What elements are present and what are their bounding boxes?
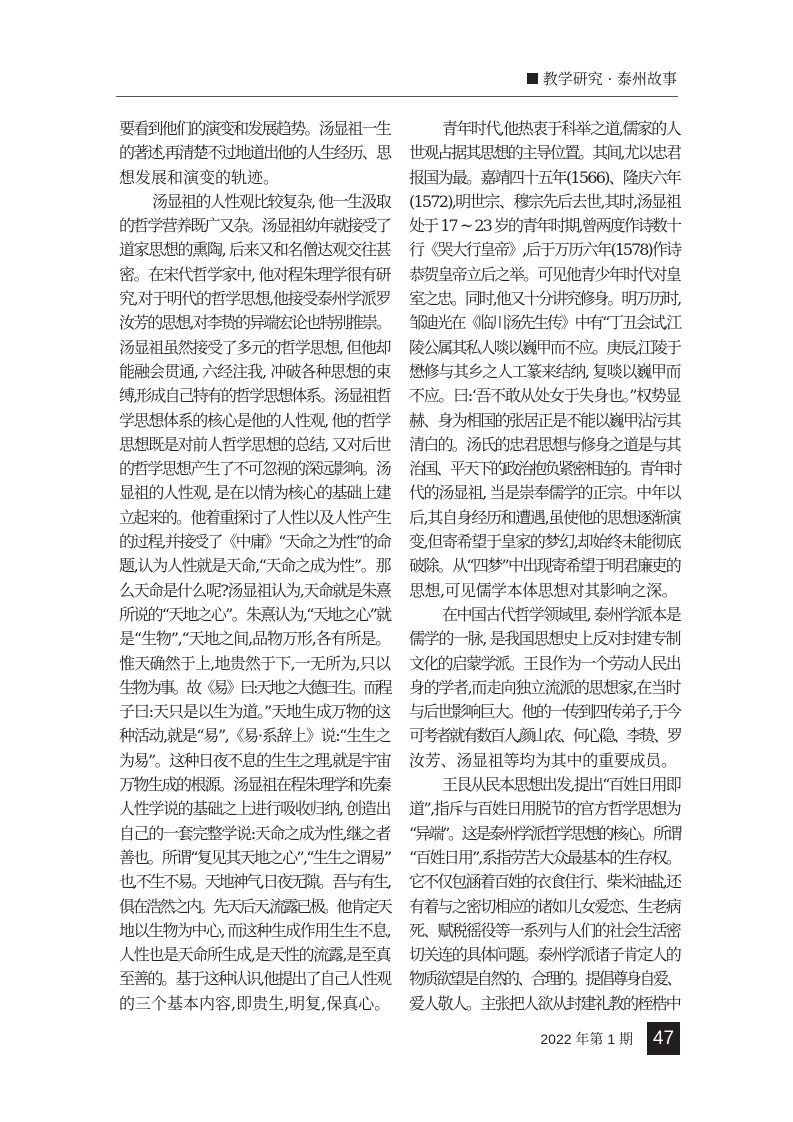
running-header: [527, 68, 677, 89]
paragraph: [409, 117, 680, 603]
page-number: 47: [647, 1022, 680, 1055]
text-line: 行《哭大行皇帝》,后于万历六年(1578)作诗: [409, 240, 680, 260]
text-line: “异端”。这是泰州学派哲学思想的核心。所谓: [409, 823, 680, 843]
text-line: 不应。曰:‘吾不敢从处女于失身也。”权势显: [409, 386, 680, 406]
text-line: 的著述,再清楚不过地道出他的人生经历、思: [119, 143, 390, 163]
text-line: 代的汤显祖, 当是崇奉儒学的正宗。中年以: [409, 483, 680, 503]
text-line: 儒学的一脉, 是我国思想史上反对封建专制: [409, 629, 680, 649]
text-line: 学思想体系的核心是他的人性观, 他的哲学: [119, 410, 390, 430]
paragraph: [409, 603, 680, 773]
text-line: 室之忠。同时,他又十分讲究修身。明万历时,: [409, 289, 680, 309]
text-line: 道家思想的熏陶, 后来又和名僧达观交往甚: [119, 240, 390, 260]
text-line: 在中国古代哲学领域里, 泰州学派本是: [442, 604, 680, 624]
text-line: 子曰:天只是以生为道。”天地生成万物的这: [119, 702, 390, 722]
text-column-left: [119, 117, 390, 1016]
text-line: 的哲学思想产生了不可忽视的深远影响。汤: [119, 459, 390, 479]
text-line: 与后世影响巨大。他的一传到四传弟子,于今: [409, 702, 680, 722]
paragraph: [119, 117, 390, 190]
text-line: 后,其自身经历和遭遇,虽使他的思想逐渐演: [409, 507, 680, 527]
text-line: 所说的“天地之心”。朱熹认为,“天地之心”就: [119, 604, 391, 624]
section-title: 教学研究 · 泰州故事: [542, 70, 677, 88]
text-line: 赫、身为相国的张居正是不能以巍甲沾污其: [409, 410, 680, 430]
text-line: 汝芳的思想,对李贽的异端宏论也特别推崇。: [119, 313, 390, 333]
text-line: 题,认为人性就是天命,“天命之成为性”。那: [119, 556, 390, 576]
text-line: 密。在宋代哲学家中, 他对程朱理学很有研: [119, 264, 390, 284]
text-line: 要看到他们的演变和发展趋势。汤显祖一生: [119, 119, 390, 138]
text-line: 么天命是什么呢?汤显祖认为,天命就是朱熹: [119, 580, 390, 600]
text-line: “百姓日用”,系指劳苦大众最基本的生存权。: [409, 847, 680, 867]
text-line: 物质欲望是自然的、合理的。提倡尊身自爱、: [409, 969, 680, 989]
text-line: 懋修与其乡之人工篆来结纳, 复啖以巍甲而: [409, 361, 680, 381]
text-line: 人性也是天命所生成,是天性的流露,是至真: [119, 945, 390, 965]
text-line: 世观占据其思想的主导位置。其间,尤以忠君: [409, 143, 680, 163]
text-line: 汝芳、汤显祖等均为其中的重要成员。: [409, 750, 677, 770]
text-line: 爱人敬人。主张把人欲从封建礼教的桎梏中: [409, 993, 680, 1013]
text-line: 善也。所谓“复见其天地之心”,“生生之谓易”: [119, 847, 391, 867]
text-line: 俱在浩然之内。先天后天,流露已极。他肯定天: [119, 896, 390, 916]
text-line: 生物为事。故《易》曰:天地之大德曰生。而程: [119, 677, 390, 697]
text-line: 能融会贯通, 六经注我, 冲破各种思想的束: [119, 361, 391, 381]
text-line: (1572),明世宗、穆宗先后去世,其时,汤显祖: [409, 191, 680, 211]
text-line: 它不仅包涵着百姓的衣食住行、柴米油盐,还: [409, 872, 680, 892]
text-line: 青年时代,他热衷于科举之道,儒家的人: [442, 119, 680, 138]
black-square-icon: [527, 73, 538, 84]
text-line: 立起来的。他着重探讨了人性以及人性产生: [119, 507, 390, 527]
text-line: 汤显祖的人性观比较复杂, 他一生汲取: [152, 191, 390, 211]
text-line: 自己的一套完整学说:天命之成为性,继之者: [119, 823, 390, 843]
text-line: 的三个基本内容,即贵生,明复,保真心。: [119, 993, 391, 1013]
text-line: 种活动,就是“易”,《易·系辞上》说:“生生之: [119, 726, 390, 746]
text-line: 王艮从民本思想出发,提出“百姓日用即: [442, 775, 680, 795]
text-line: 也,不生不易。天地神气,日夜无隙。吾与有生,: [119, 872, 390, 892]
text-line: 恭贺皇帝立后之举。可见他青少年时代对皇: [409, 264, 680, 284]
text-line: 为易”。这种日夜不息的生生之理,就是宇宙: [119, 750, 391, 770]
text-line: 思想既是对前人哲学思想的总结, 又对后世: [119, 434, 390, 454]
text-line: 破除。从“四梦”中出现寄希望于明君廉吏的: [409, 556, 680, 576]
text-line: 死、赋税徭役等一系列与人们的社会生活密: [409, 920, 680, 940]
text-line: 显祖的人性观, 是在以情为核心的基础上建: [119, 483, 390, 503]
text-line: 治国、平天下的政治抱负紧密相连的。青年时: [409, 459, 680, 479]
text-line: 清白的。汤氏的忠君思想与修身之道是与其: [409, 434, 680, 454]
text-line: 邹迪光在《临川汤先生传》中有“丁丑会试,江: [409, 313, 680, 333]
text-line: 处于 17 ~ 23 岁的青年时期,曾两度作诗数十: [409, 216, 680, 236]
text-line: 身的学者,而走向独立流派的思想家,在当时: [409, 677, 680, 697]
text-line: 有着与之密切相应的诸如儿女爱恋、生老病: [409, 896, 680, 916]
text-line: 文化的启蒙学派。王艮作为一个劳动人民出: [409, 653, 680, 673]
paragraph: [119, 190, 390, 1016]
text-line: 想发展和演变的轨迹。: [119, 167, 280, 187]
issue-label: 2022 年第 1 期: [540, 1031, 633, 1047]
text-line: 的过程,并接受了《中庸》“天命之为性”的命: [119, 532, 390, 552]
text-line: 道”,指斥与百姓日用脱节的官方哲学思想为: [409, 799, 681, 819]
text-line: 思想,可见儒学本体思想对其影响之深。: [409, 580, 678, 600]
text-line: 陵公属其私人啖以巍甲而不应。庚辰,江陵于: [409, 337, 680, 357]
text-line: 汤显祖虽然接受了多元的哲学思想, 但他却: [119, 337, 390, 357]
text-line: 是“生物”,“天地之间,品物万形,各有所是。: [119, 629, 390, 649]
header-divider: [116, 96, 678, 97]
paragraph: [409, 773, 680, 1016]
text-line: 人性学说的基础之上进行吸收归纳, 创造出: [119, 799, 390, 819]
text-line: 的哲学营养既广又杂。汤显祖幼年就接受了: [119, 216, 390, 236]
text-line: 惟天确然于上,地贵然于下,一无所为,只以: [119, 653, 390, 673]
text-line: 至善的。基于这种认识,他提出了自己人性观: [119, 969, 390, 989]
text-line: 万物生成的根源。汤显祖在程朱理学和先秦: [119, 775, 390, 795]
text-line: 切关连的具体问题。泰州学派诸子肯定人的: [409, 945, 680, 965]
text-line: 可考者就有数百人,颜山农、何心隐、李贽、罗: [409, 726, 680, 746]
text-line: 报国为最。嘉靖四十五年(1566)、隆庆六年: [409, 167, 680, 187]
text-line: 地以生物为中心, 而这种生成作用生生不息,: [119, 920, 390, 940]
text-column-right: [409, 117, 680, 1016]
text-line: 究,对于明代的哲学思想,他接受泰州学派罗: [119, 289, 390, 309]
text-line: 变,但寄希望于皇家的梦幻,却始终未能彻底: [409, 532, 680, 552]
text-line: 缚,形成自己特有的哲学思想体系。汤显祖哲: [119, 386, 390, 406]
